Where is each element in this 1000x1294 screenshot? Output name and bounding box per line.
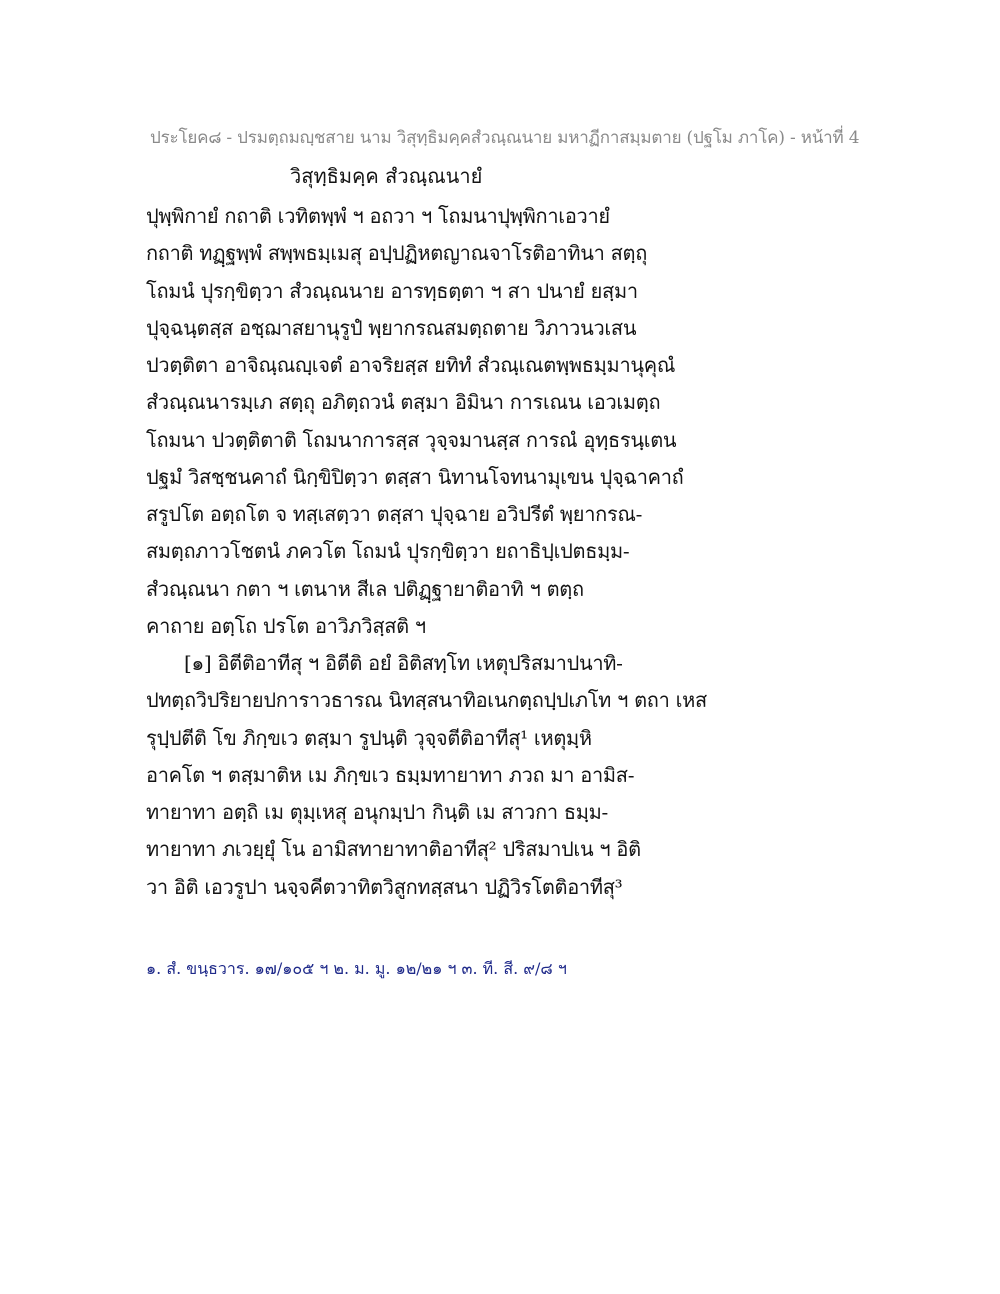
body-line: โถมนํ ปุรกฺขิตฺวา สํวณฺณนาย อารทฺธตฺตา ฯ สา ปนายํ ยสฺมา [146,278,638,303]
body-line: สมตฺถภาวโชตนํ ภควโต โถมนํ ปุรกฺขิตฺวา ยถาธิปฺเปตธมฺม- [146,539,630,564]
body-line: ปุจฺฉนฺตสฺส อชฺฌาสยานุรูปํ พฺยากรณสมตฺถตาย วิภาวนวเสน [146,315,637,340]
body-line: กถาติ ทฏฺฐพฺพํ สพฺพธมฺเมสุ อปฺปฏิหตญาณจาโรติอาทินา สตฺถุ [146,241,648,266]
body-line: ทายาทา ภเวยฺยุํ โน อามิสทายาทาติอาทีสุ² ปริสมาปเน ฯ อิติ [146,837,641,862]
body-line: วา อิติ เอวรูปา นจฺจคีตวาทิตวิสูกทสฺสนา ปฏิวิรโตติอาทีสุ³ [146,874,623,899]
footnote: ๑. สํ. ขนฺธวาร. ๑๗/๑๐๕ ฯ ๒. ม. มู. ๑๒/๒๑ ฯ ๓. ที. สี. ๙/๘ ฯ [146,959,567,978]
page-header: ประโยค๘ - ปรมตฺถมญฺชสาย นาม วิสุทฺธิมคฺคสํวณฺณนาย มหาฏีกาสมฺมตาย (ปฐโม ภาโค) - หน้าที่ 4 [150,128,860,148]
body-text [146,198,866,906]
body-line: อาคโต ฯ ตสฺมาติห เม ภิกฺขเว ธมฺมทายาทา ภวถ มา อามิส- [146,762,635,787]
body-line: สํวณฺณนา กตา ฯ เตนาห สีเล ปติฏฺฐายาติอาทิ ฯ ตตฺถ [146,576,584,601]
body-line: สรูปโต อตฺถโต จ ทสฺเสตฺวา ตสฺสา ปุจฺฉาย อวิปรีตํ พฺยากรณ- [146,502,643,526]
body-line: สํวณฺณนารมฺเภ สตฺถุ อภิตฺถวนํ ตสฺมา อิมินา การเณน เอวเมตฺถ [146,390,661,415]
body-line: ปทตฺถวิปริยายปการาวธารณ นิทสฺสนาทิอเนกตฺถปฺปเภโท ฯ ตถา เหส [146,688,707,713]
body-line: คาถาย อตฺโถ ปรโต อาวิภวิสฺสติ ฯ [146,613,426,638]
body-line: ปฐมํ วิสชฺชนคาถํ นิกฺขิปิตฺวา ตสฺสา นิทานโจทนามุเขน ปุจฺฉาคาถํ [146,464,684,489]
body-line: รุปฺปตีติ โข ภิกฺขเว ตสฺมา รูปนฺติ วุจฺจตีติอาทีสุ¹ เหตุมฺหิ [146,725,592,750]
body-line: ทายาทา อตฺถิ เม ตุมฺเหสุ อนุกมฺปา กินฺติ เม สาวกา ธมฺม- [146,800,608,824]
body-line: โถมนา ปวตฺติตาติ โถมนาการสฺส วุจฺจมานสฺส การณํ อุทฺธรนฺเตน [146,427,677,452]
body-line: ปุพฺพิกายํ กถาติ เวทิตพฺพํ ฯ อถวา ฯ โถมนาปุพฺพิกาเอวายํ [146,204,610,228]
section-title: วิสุทฺธิมคฺค สํวณฺณนายํ [290,164,483,188]
body-line: ปวตฺติตา อาจิณฺณญฺเจตํ อาจริยสฺส ยทิทํ สํวณฺเณตพฺพธมฺมานุคุณํ [146,353,676,377]
paragraph-start-line: [๑] อิตีติอาทีสุ ฯ อิตีติ อยํ อิติสทฺโท เหตุปริสมาปนาทิ- [184,651,623,675]
